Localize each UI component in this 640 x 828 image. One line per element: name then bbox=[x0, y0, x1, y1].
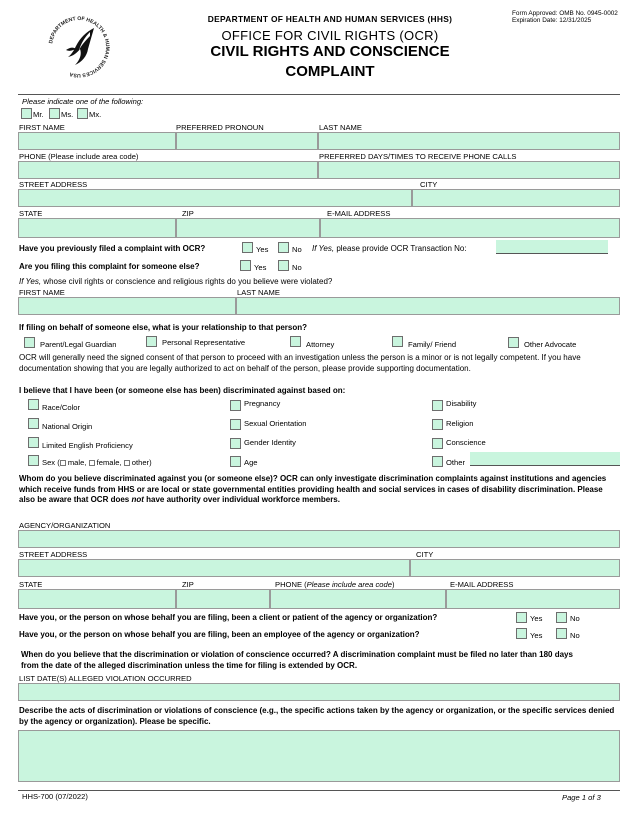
client-no-label: No bbox=[570, 614, 580, 623]
describe-question: Describe the acts of discrimination or violations of conscience (e.g., the specific actions taken by the agency or organization, or the specific services denied by the agency or organization). Please be specific. bbox=[19, 706, 615, 726]
dates-label: LIST DATE(S) ALLEGED VIOLATION OCCURRED bbox=[19, 674, 192, 683]
page-number: Page 1 of 3 bbox=[562, 793, 601, 802]
zip-input[interactable] bbox=[176, 218, 320, 238]
agency-question: Whom do you believe discriminated against you (or someone else)? OCR can only investigate discrimination complaints against institutions and agencies which receive funds from HHS or are local or state governmental entities providing health and social services in cases of disability discrimination. Please also be aware that OCR does not have authority over individual workforce members. bbox=[19, 474, 607, 504]
basis-other-checkbox[interactable] bbox=[432, 456, 443, 467]
prefix-mx-checkbox[interactable] bbox=[77, 108, 88, 119]
client-yes-label: Yes bbox=[530, 614, 543, 623]
when-question: When do you believe that the discrimination or violation of conscience occurred? A discrimination complaint must be filed no later than 180 days from the date of the alleged discrimination unless the time for filing is extended by OCR. bbox=[21, 650, 573, 670]
agency-label: AGENCY/ORGANIZATION bbox=[19, 521, 111, 530]
agency-state-label: STATE bbox=[19, 580, 43, 589]
prefix-mr-label: Mr. bbox=[33, 110, 44, 119]
rel-parent-label: Parent/Legal Guardian bbox=[40, 340, 117, 349]
hhs-seal bbox=[42, 10, 116, 84]
basis-age-label: Age bbox=[244, 458, 258, 467]
basis-sexual-orientation-label: Sexual Orientation bbox=[244, 419, 307, 428]
agency-email-input[interactable] bbox=[446, 589, 620, 609]
department-name: DEPARTMENT OF HEALTH AND HUMAN SERVICES (HHS) bbox=[207, 14, 453, 24]
agency-street-label: STREET ADDRESS bbox=[19, 550, 88, 559]
basis-gender-identity-checkbox[interactable] bbox=[230, 438, 241, 449]
someone-else-no-label: No bbox=[292, 263, 302, 272]
other-first-name-input[interactable] bbox=[18, 297, 236, 315]
expiration-date: Expiration Date: 12/31/2025 bbox=[512, 17, 592, 24]
basis-age-checkbox[interactable] bbox=[230, 456, 241, 467]
basis-race-checkbox[interactable] bbox=[28, 399, 39, 410]
phone-label: PHONE (Please include area code) bbox=[19, 152, 139, 161]
rel-attorney-checkbox[interactable] bbox=[290, 336, 301, 347]
dates-input[interactable] bbox=[18, 683, 620, 701]
consent-notice: OCR will generally need the signed consent of that person to proceed with an investigation unless the person is a minor or is not legally competent. If you have documentation showing that you are legally authorized to act on behalf of the person, please provide supporting documentation. bbox=[19, 353, 581, 373]
first-name-input[interactable] bbox=[18, 132, 176, 150]
prefix-mr-checkbox[interactable] bbox=[21, 108, 32, 119]
basis-lep-label: Limited English Proficiency bbox=[42, 441, 133, 450]
eagle-icon bbox=[66, 28, 94, 65]
basis-disability-checkbox[interactable] bbox=[432, 400, 443, 411]
rel-parent-checkbox[interactable] bbox=[24, 337, 35, 348]
previous-no-checkbox[interactable] bbox=[278, 242, 289, 253]
employee-no-checkbox[interactable] bbox=[556, 628, 567, 639]
prefix-ms-label: Ms. bbox=[61, 110, 74, 119]
street-input[interactable] bbox=[18, 189, 412, 207]
last-name-label: LAST NAME bbox=[319, 123, 362, 132]
email-label: E-MAIL ADDRESS bbox=[327, 209, 391, 218]
transaction-number-input[interactable] bbox=[496, 240, 608, 254]
office-name: OFFICE FOR CIVIL RIGHTS (OCR) bbox=[221, 28, 439, 43]
previous-yes-checkbox[interactable] bbox=[242, 242, 253, 253]
client-question: Have you, or the person on whose behalf you are filing, been a client or patient of the agency or organization? bbox=[19, 613, 438, 622]
agency-phone-label: PHONE (Please include area code) bbox=[275, 580, 395, 589]
basis-question: I believe that I have been (or someone else has been) discriminated against based on: bbox=[19, 386, 346, 395]
employee-question: Have you, or the person on whose behalf you are filing, been an employee of the agency or organization? bbox=[19, 630, 420, 639]
agency-street-input[interactable] bbox=[18, 559, 410, 577]
client-no-checkbox[interactable] bbox=[556, 612, 567, 623]
basis-sex-label: Sex ( male, female, other) bbox=[42, 458, 152, 467]
someone-else-yes-checkbox[interactable] bbox=[240, 260, 251, 271]
rel-representative-checkbox[interactable] bbox=[146, 336, 157, 347]
preferred-days-input[interactable] bbox=[318, 161, 620, 179]
basis-sex-checkbox[interactable] bbox=[28, 455, 39, 466]
basis-sexual-orientation-checkbox[interactable] bbox=[230, 419, 241, 430]
rel-advocate-checkbox[interactable] bbox=[508, 337, 519, 348]
prefix-ms-checkbox[interactable] bbox=[49, 108, 60, 119]
preferred-pronoun-input[interactable] bbox=[176, 132, 318, 150]
employee-yes-checkbox[interactable] bbox=[516, 628, 527, 639]
rel-representative-label: Personal Representative bbox=[162, 338, 246, 347]
other-last-name-label: LAST NAME bbox=[237, 288, 280, 297]
previous-no-label: No bbox=[292, 245, 302, 254]
basis-disability-label: Disability bbox=[446, 399, 477, 408]
email-input[interactable] bbox=[320, 218, 620, 238]
agency-input[interactable] bbox=[18, 530, 620, 548]
street-label: STREET ADDRESS bbox=[19, 180, 88, 189]
city-label: CITY bbox=[420, 180, 438, 189]
basis-gender-identity-label: Gender Identity bbox=[244, 438, 296, 447]
prefix-mx-label: Mx. bbox=[89, 110, 102, 119]
relationship-question: If filing on behalf of someone else, what is your relationship to that person? bbox=[19, 323, 308, 332]
omb-number: Form Approved: OMB No. 0945-0002 bbox=[512, 10, 618, 17]
last-name-input[interactable] bbox=[318, 132, 620, 150]
basis-other-input[interactable] bbox=[470, 452, 620, 466]
agency-zip-label: ZIP bbox=[182, 580, 194, 589]
agency-city-label: CITY bbox=[416, 550, 434, 559]
rel-attorney-label: Attorney bbox=[306, 340, 335, 349]
employee-yes-label: Yes bbox=[530, 631, 543, 640]
agency-city-input[interactable] bbox=[410, 559, 620, 577]
basis-pregnancy-checkbox[interactable] bbox=[230, 400, 241, 411]
basis-race-label: Race/Color bbox=[42, 403, 80, 412]
agency-email-label: E-MAIL ADDRESS bbox=[450, 580, 514, 589]
svg-text:DEPARTMENT OF HEALTH & HUMAN S: DEPARTMENT OF HEALTH & HUMAN SERVICES USA bbox=[48, 15, 111, 79]
basis-religion-label: Religion bbox=[446, 419, 474, 428]
rel-advocate-label: Other Advocate bbox=[524, 340, 577, 349]
phone-input[interactable] bbox=[18, 161, 318, 179]
basis-conscience-checkbox[interactable] bbox=[432, 438, 443, 449]
someone-else-yes-label: Yes bbox=[254, 263, 267, 272]
describe-textarea[interactable] bbox=[18, 730, 620, 782]
employee-no-label: No bbox=[570, 631, 580, 640]
previous-yes-label: Yes bbox=[256, 245, 269, 254]
rel-family-label: Family/ Friend bbox=[408, 340, 457, 349]
basis-conscience-label: Conscience bbox=[446, 438, 486, 447]
whose-rights-prompt: If Yes, whose civil rights or conscience and religious rights do you believe were violated? bbox=[19, 277, 333, 286]
basis-religion-checkbox[interactable] bbox=[432, 419, 443, 430]
basis-pregnancy-label: Pregnancy bbox=[244, 399, 281, 408]
basis-lep-checkbox[interactable] bbox=[28, 437, 39, 448]
state-input[interactable] bbox=[18, 218, 176, 238]
preferred-days-label: PREFERRED DAYS/TIMES TO RECEIVE PHONE CALLS bbox=[319, 152, 517, 161]
form-number: HHS-700 (07/2022) bbox=[22, 792, 88, 801]
other-first-name-label: FIRST NAME bbox=[19, 288, 65, 297]
basis-national-origin-label: National Origin bbox=[42, 422, 93, 431]
state-label: STATE bbox=[19, 209, 43, 218]
city-input[interactable] bbox=[412, 189, 620, 207]
agency-phone-input[interactable] bbox=[270, 589, 446, 609]
someone-else-no-checkbox[interactable] bbox=[278, 260, 289, 271]
form-title-line1: CIVIL RIGHTS AND CONSCIENCE bbox=[210, 43, 450, 60]
form-title-line2: COMPLAINT bbox=[285, 63, 375, 80]
preferred-pronoun-label: PREFERRED PRONOUN bbox=[176, 123, 264, 132]
previous-complaint-question: Have you previously filed a complaint with OCR? bbox=[19, 244, 206, 253]
first-name-label: FIRST NAME bbox=[19, 123, 65, 132]
basis-other-label: Other bbox=[446, 458, 465, 467]
agency-state-input[interactable] bbox=[18, 589, 176, 609]
other-last-name-input[interactable] bbox=[236, 297, 620, 315]
zip-label: ZIP bbox=[182, 209, 194, 218]
someone-else-question: Are you filing this complaint for someone else? bbox=[19, 262, 200, 271]
agency-zip-input[interactable] bbox=[176, 589, 270, 609]
prefix-prompt: Please indicate one of the following: bbox=[22, 97, 144, 106]
client-yes-checkbox[interactable] bbox=[516, 612, 527, 623]
rel-family-checkbox[interactable] bbox=[392, 336, 403, 347]
transaction-prompt: If Yes, please provide OCR Transaction No: bbox=[312, 244, 467, 253]
basis-national-origin-checkbox[interactable] bbox=[28, 418, 39, 429]
